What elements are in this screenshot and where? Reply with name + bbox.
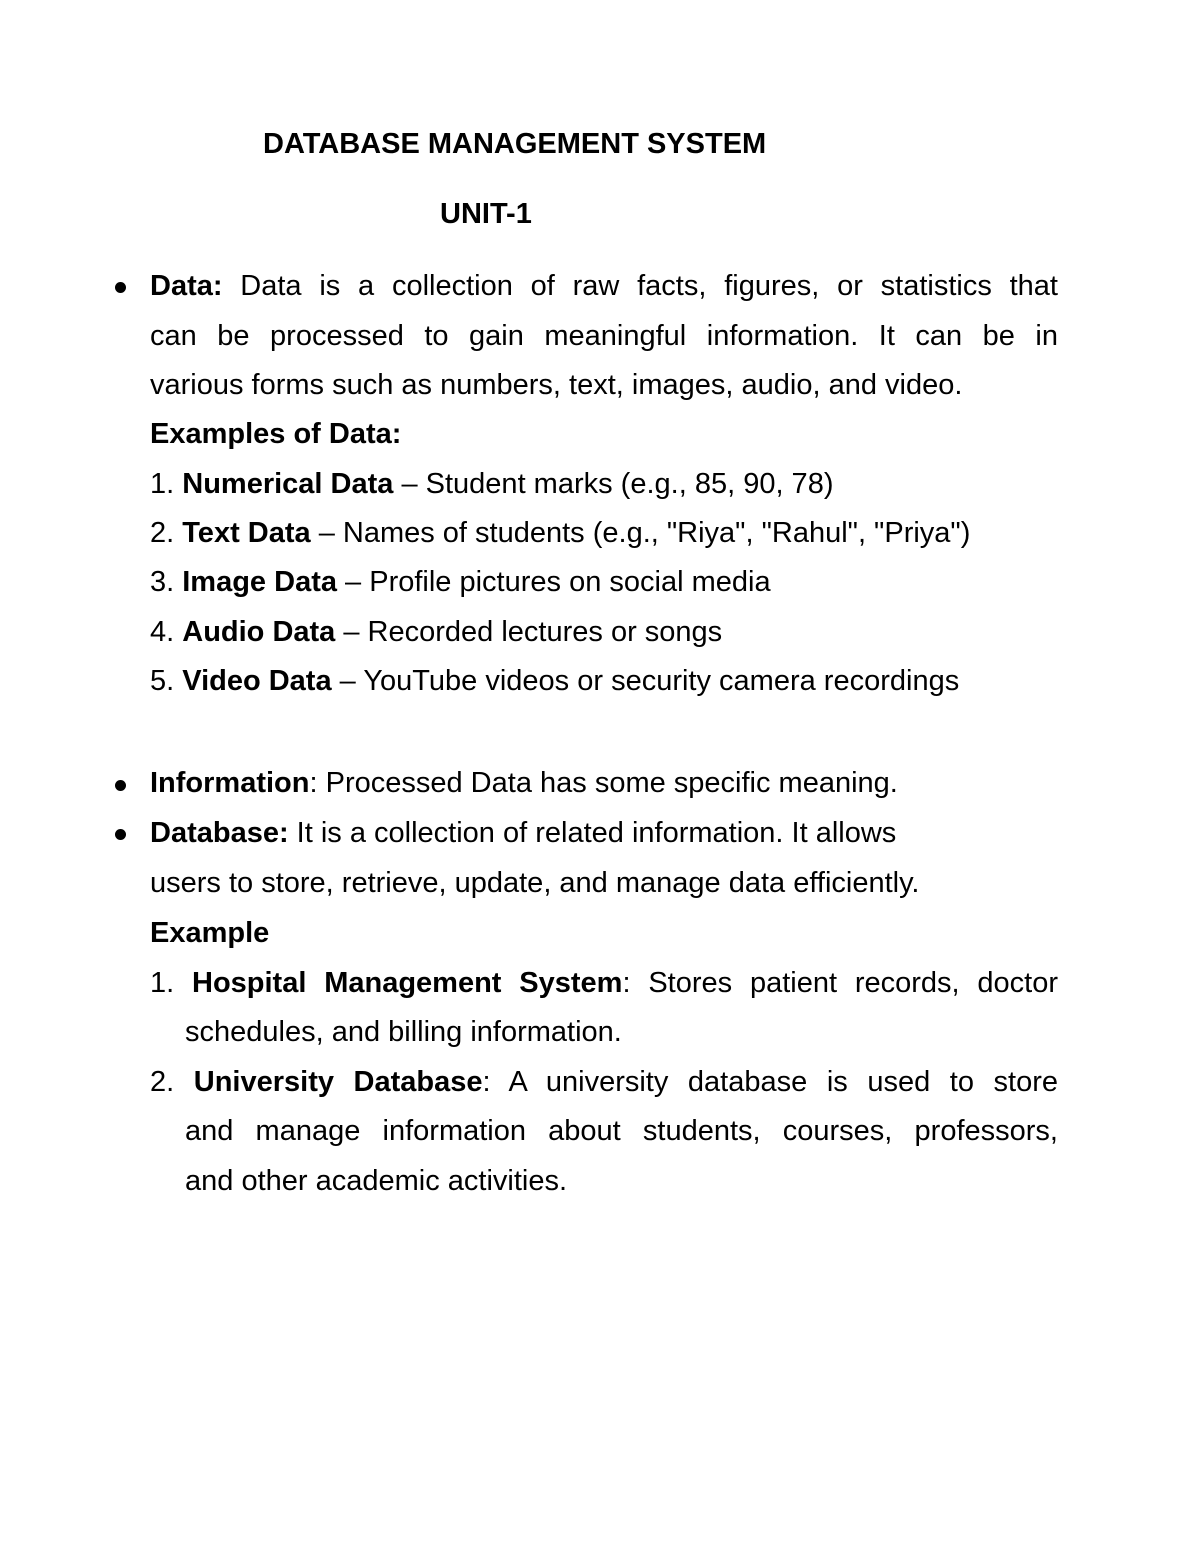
list-item-continuation: and other academic activities. — [185, 1165, 568, 1197]
example-heading: Example — [150, 917, 270, 949]
database-definition-line2: users to store, retrieve, update, and manage data efficiently. — [150, 867, 920, 899]
information-definition: Information: Processed Data has some specific meaning. — [150, 767, 898, 799]
bullet-icon — [115, 780, 126, 791]
data-definition-line1: Data: Data is a collection of raw facts, figures, or statistics that — [150, 270, 1058, 302]
data-term: Data: — [150, 270, 223, 302]
information-term: Information — [150, 767, 310, 799]
database-definition-line1: Database: It is a collection of related information. It allows — [150, 817, 897, 849]
examples-heading: Examples of Data: — [150, 418, 402, 450]
list-item: 4. Audio Data – Recorded lectures or songs — [150, 616, 723, 648]
list-item: 5. Video Data – YouTube videos or security camera recordings — [150, 665, 960, 697]
database-term: Database: — [150, 817, 289, 849]
list-item-continuation: schedules, and billing information. — [185, 1016, 622, 1048]
list-item: 2. University Database: A university database is used to store — [150, 1066, 1059, 1098]
unit-heading: UNIT-1 — [440, 198, 532, 230]
list-item: 3. Image Data – Profile pictures on social media — [150, 566, 771, 598]
list-item: 1. Numerical Data – Student marks (e.g., 85, 90, 78) — [150, 468, 834, 500]
bullet-icon — [115, 829, 126, 840]
data-definition-line2: can be processed to gain meaningful information. It can be in — [150, 320, 1058, 352]
list-item: 1. Hospital Management System: Stores patient records, doctor — [150, 967, 1058, 999]
list-item-continuation: and manage information about students, courses, professors, — [185, 1115, 1058, 1147]
list-item: 2. Text Data – Names of students (e.g., "Riya", "Rahul", "Priya") — [150, 517, 971, 549]
bullet-icon — [115, 282, 126, 293]
data-definition-line3: various forms such as numbers, text, images, audio, and video. — [150, 369, 963, 401]
document-title: DATABASE MANAGEMENT SYSTEM — [263, 128, 767, 160]
